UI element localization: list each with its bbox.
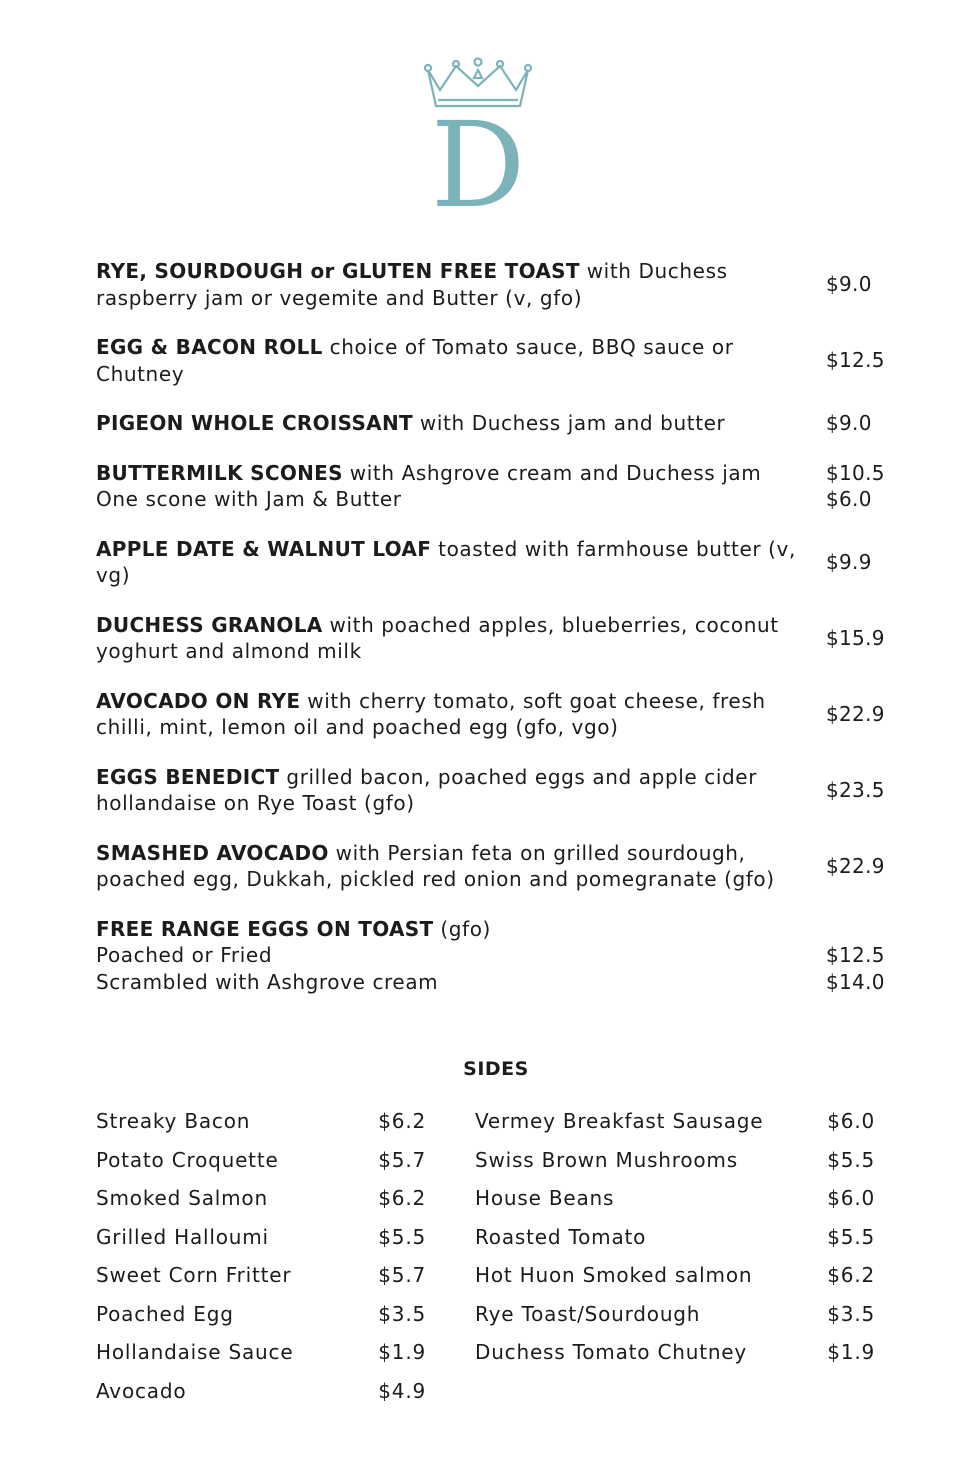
item-name: DUCHESS GRANOLA xyxy=(96,612,323,637)
side-name: Swiss Brown Mushrooms xyxy=(475,1147,738,1172)
side-price: $6.0 xyxy=(827,1186,875,1210)
side-name: House Beans xyxy=(475,1186,615,1210)
side-name: Grilled Halloumi xyxy=(96,1224,269,1249)
item-name: EGGS BENEDICT xyxy=(96,764,280,789)
side-item xyxy=(96,1376,426,1415)
menu-item-croissant xyxy=(96,410,896,437)
side-name: Duchess Tomato Chutney xyxy=(475,1340,748,1364)
item-description: with Persian feta on grilled sourdough, poached egg, Dukkah, pickled red onion and pomegranate (gfo) xyxy=(96,840,775,891)
side-name: Potato Croquette xyxy=(96,1147,279,1172)
sides-list-left xyxy=(96,1106,426,1414)
item-name: APPLE DATE & WALNUT LOAF xyxy=(96,536,432,561)
side-name: Roasted Tomato xyxy=(475,1224,647,1249)
item-option-price: $12.5 xyxy=(826,943,885,967)
side-name: Rye Toast/Sourdough xyxy=(475,1301,701,1326)
item-name: RYE, SOURDOUGH or GLUTEN FREE TOAST xyxy=(96,259,580,283)
side-item xyxy=(475,1299,875,1338)
menu-item-eggs-on-toast xyxy=(96,916,896,996)
side-name: Hollandaise Sauce xyxy=(96,1340,294,1364)
side-price: $5.5 xyxy=(827,1147,875,1172)
side-price: $3.5 xyxy=(378,1301,426,1326)
item-description: toasted with farmhouse butter (v, vg) xyxy=(96,536,796,587)
side-name: Poached Egg xyxy=(96,1301,234,1326)
item-price: $9.9 xyxy=(826,549,872,574)
side-price: $5.5 xyxy=(827,1224,875,1249)
item-price: $10.5 xyxy=(826,460,885,485)
item-description: choice of Tomato sauce, BBQ sauce or Chutney xyxy=(96,335,734,386)
side-price: $6.2 xyxy=(827,1263,875,1287)
side-price: $1.9 xyxy=(378,1340,426,1364)
menu-item-avocado-rye xyxy=(96,688,896,741)
side-name: Vermey Breakfast Sausage xyxy=(475,1109,764,1133)
side-price: $6.2 xyxy=(378,1186,426,1210)
item-name: AVOCADO ON RYE xyxy=(96,688,301,713)
side-item xyxy=(96,1260,426,1299)
item-price: $12.5 xyxy=(826,348,885,373)
side-name: Hot Huon Smoked salmon xyxy=(475,1263,753,1287)
menu-item-toast xyxy=(96,258,896,311)
item-name: BUTTERMILK SCONES xyxy=(96,460,343,485)
side-item xyxy=(96,1337,426,1376)
item-price: $9.0 xyxy=(826,411,872,435)
item-description: grilled bacon, poached eggs and apple cider hollandaise on Rye Toast (gfo) xyxy=(96,764,758,815)
item-description: with Duchess raspberry jam or vegemite and Butter (v, gfo) xyxy=(96,259,728,310)
menu-item-loaf xyxy=(96,536,896,589)
menu-item-scones xyxy=(96,460,896,513)
item-description: with poached apples, blueberries, coconut yoghurt and almond milk xyxy=(96,612,779,663)
item-option-price: $6.0 xyxy=(826,487,872,511)
side-price: $6.0 xyxy=(827,1109,875,1133)
side-name: Smoked Salmon xyxy=(96,1186,268,1210)
side-item xyxy=(475,1337,875,1376)
side-price: $1.9 xyxy=(827,1340,875,1364)
side-item xyxy=(96,1222,426,1261)
side-name: Sweet Corn Fritter xyxy=(96,1263,292,1287)
menu-item-smashed-avocado xyxy=(96,840,896,893)
menu-item-granola xyxy=(96,612,896,665)
item-option-price: $14.0 xyxy=(826,969,885,994)
side-item xyxy=(96,1183,426,1222)
item-name: SMASHED AVOCADO xyxy=(96,840,329,865)
item-name: EGG & BACON ROLL xyxy=(96,335,323,359)
side-item xyxy=(475,1106,875,1145)
side-price: $4.9 xyxy=(378,1378,426,1403)
item-description: with cherry tomato, soft goat cheese, fresh chilli, mint, lemon oil and poached egg (gfo, vgo) xyxy=(96,688,766,739)
sides-list-right xyxy=(475,1106,875,1376)
side-item xyxy=(96,1145,426,1184)
side-name: Avocado xyxy=(96,1378,187,1403)
breakfast-menu xyxy=(96,258,896,1018)
item-price: $15.9 xyxy=(826,625,885,650)
menu-item-eggs-benedict xyxy=(96,764,896,817)
item-price: $23.5 xyxy=(826,777,885,802)
side-item xyxy=(96,1106,426,1145)
side-item xyxy=(475,1222,875,1261)
item-price: $9.0 xyxy=(826,272,872,297)
side-name: Streaky Bacon xyxy=(96,1109,251,1133)
duchess-logo xyxy=(418,56,538,212)
logo-letter: D xyxy=(430,96,526,212)
side-price: $5.7 xyxy=(378,1263,426,1287)
item-description: with Duchess jam and butter xyxy=(412,411,726,435)
side-price: $3.5 xyxy=(827,1301,875,1326)
item-price: $22.9 xyxy=(826,853,885,878)
item-description: (gfo) xyxy=(433,916,491,941)
side-item xyxy=(475,1260,875,1299)
item-description: with Ashgrove cream and Duchess jam xyxy=(342,460,762,485)
side-item xyxy=(475,1183,875,1222)
item-option: Scrambled with Ashgrove cream xyxy=(96,969,439,994)
menu-item-egg-bacon-roll xyxy=(96,334,896,387)
item-price: $22.9 xyxy=(826,701,885,726)
item-option: Poached or Fried xyxy=(96,943,273,967)
side-price: $5.5 xyxy=(378,1224,426,1249)
side-price: $5.7 xyxy=(378,1147,426,1172)
side-price: $6.2 xyxy=(378,1109,426,1133)
side-item xyxy=(475,1145,875,1184)
item-option: One scone with Jam & Butter xyxy=(96,487,402,511)
item-name: PIGEON WHOLE CROISSANT xyxy=(96,411,413,435)
sides-heading: SIDES xyxy=(463,1058,529,1080)
side-item xyxy=(96,1299,426,1338)
item-name: FREE RANGE EGGS ON TOAST xyxy=(96,916,434,941)
